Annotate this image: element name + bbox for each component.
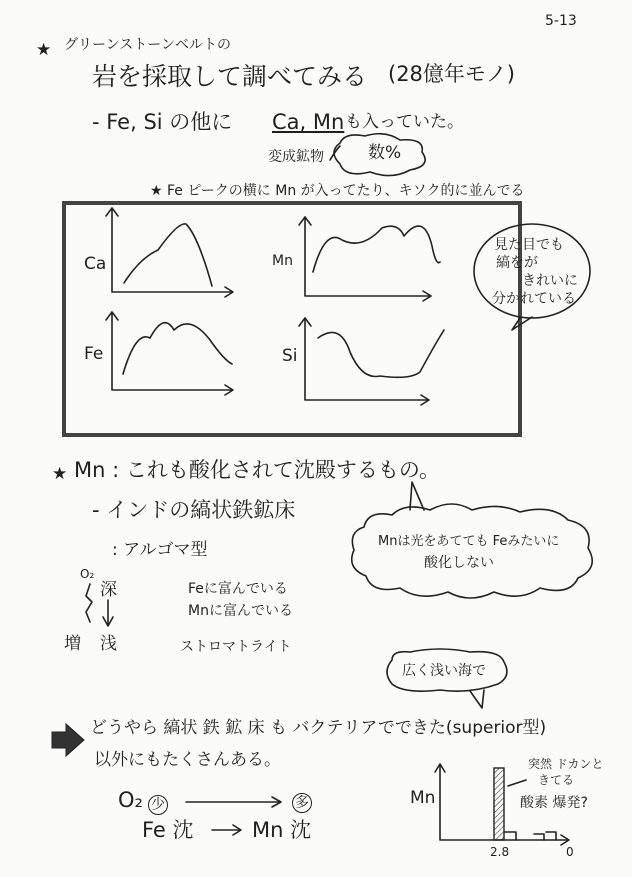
section1-age-note: (28億年モノ) <box>388 62 515 86</box>
section1-line2: 岩を採取して調べてみる <box>92 62 368 91</box>
depth-shallow: 浅 <box>100 634 117 654</box>
mn-rich: Mnに富んでいる <box>188 603 293 619</box>
percent-bubble-text: 数% <box>368 143 402 163</box>
few-label: 少 <box>148 795 168 815</box>
cloud-line-1: Mnは光をあてても Feみたいに <box>378 534 560 549</box>
section2-line2: : アルゴマ型 <box>112 540 208 560</box>
mn-chart-annotation1: 突然 ドカンと <box>528 757 604 771</box>
fe-precip: Fe 沈 <box>142 818 194 842</box>
charts-heading: ★ Fe ピークの横に Mn が入ってたり、キソク的に並んでる <box>150 183 525 199</box>
page-number: 5-13 <box>545 13 577 29</box>
mn-label: Mn <box>272 253 293 269</box>
stromatolite: ストロマトライト <box>180 639 292 655</box>
fe-label: Fe <box>84 344 104 364</box>
mn-spike-bar <box>494 768 504 840</box>
bullet-star-2: ★ <box>52 464 68 484</box>
bubble-line-1: 見た目でも <box>494 237 564 253</box>
dash-line-suffix: も入っていた。 <box>345 112 464 132</box>
mn-chart-annotation2: きてる <box>538 773 575 787</box>
mn-precip: Mn 沈 <box>252 818 312 842</box>
si-label: Si <box>282 346 298 366</box>
mn-chart-ylabel: Mn <box>410 788 436 808</box>
section3-line2: 以外にもたくさんある。 <box>94 750 281 770</box>
bubble-line-4: 分かれている <box>492 291 576 307</box>
mineral-note: 変成鉱物 <box>268 149 324 165</box>
dash-line-ca-mn: Ca, Mn <box>272 110 345 134</box>
sea-bubble-text: 広く浅い海で <box>402 663 486 679</box>
depth-deep: 深 <box>100 580 117 600</box>
section2-title: Mn : これも酸化されて沈殿するもの。 <box>74 458 441 482</box>
bullet-star: ★ <box>36 40 52 60</box>
o2-label-2: O₂ <box>118 788 143 812</box>
bubble-line-3: きれいに <box>522 273 578 289</box>
section2-line1: - インドの縞状鉄鉱床 <box>92 498 296 522</box>
mn-chart-annotation3: 酸素 爆発? <box>520 795 588 811</box>
mn-chart-origin: 0 <box>566 845 574 859</box>
increase-label: 増 <box>64 634 81 654</box>
mn-chart-xtick: 2.8 <box>490 845 510 859</box>
o2-label: O₂ <box>80 567 95 581</box>
dash-line-prefix: - Fe, Si の他に <box>92 110 233 134</box>
cloud-line-2: 酸化しない <box>424 555 494 571</box>
bubble-line-2: 縞をが <box>496 255 538 271</box>
section1-line1: グリーンストーンベルトの <box>64 37 232 53</box>
ca-label: Ca <box>84 254 107 274</box>
many-label: 多 <box>292 793 312 813</box>
fe-rich: Feに富んでいる <box>188 581 288 597</box>
section3-line1: どうやら 縞状 鉄 鉱 床 も バクテリアでできた(superior型) <box>90 718 547 738</box>
